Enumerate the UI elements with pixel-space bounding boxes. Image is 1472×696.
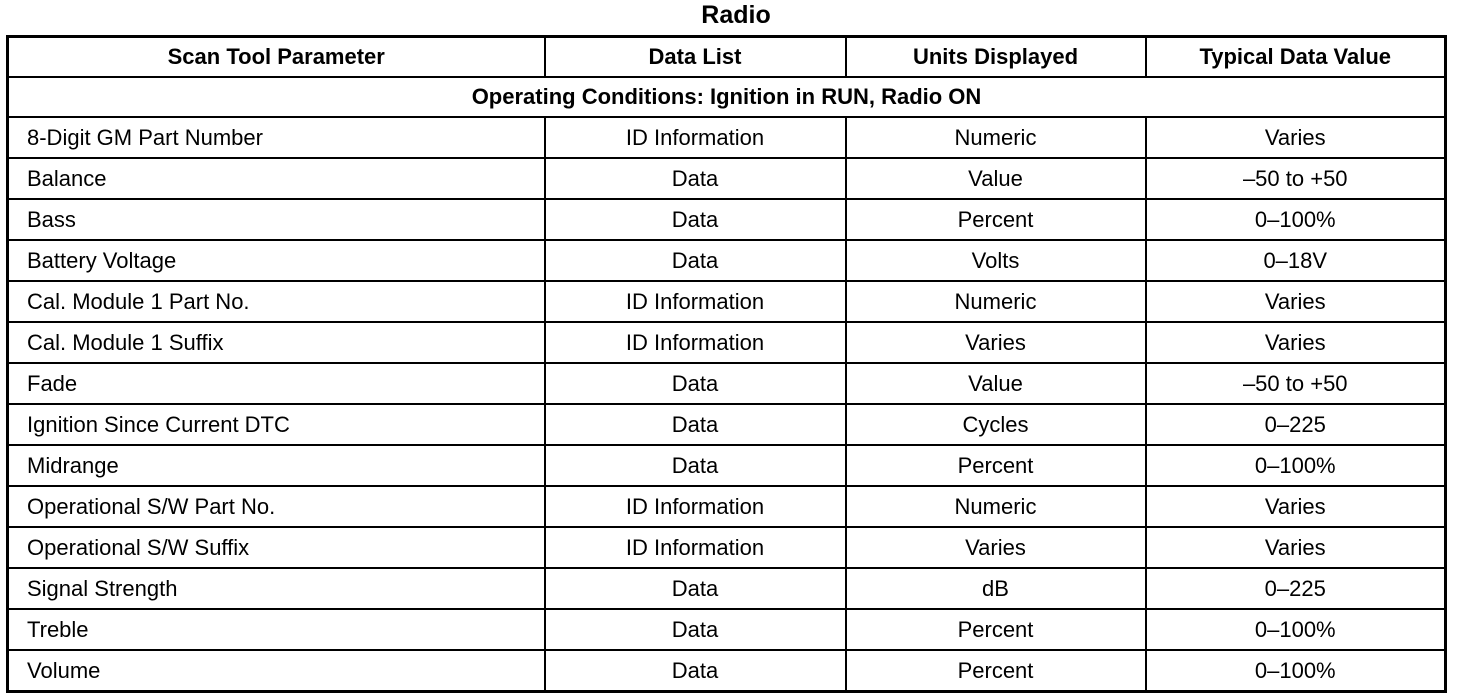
table-row xyxy=(8,281,1446,322)
units-cell: Numeric xyxy=(846,281,1146,322)
parameter-cell: Operational S/W Part No. xyxy=(8,486,545,527)
operating-conditions: Operating Conditions: Ignition in RUN, Radio ON xyxy=(8,77,1446,117)
table-row xyxy=(8,199,1446,240)
table-row xyxy=(8,117,1446,158)
table-row xyxy=(8,363,1446,404)
typical-value-cell: 0–100% xyxy=(1146,650,1446,692)
typical-value-cell: –50 to +50 xyxy=(1146,158,1446,199)
parameter-cell: Bass xyxy=(8,199,545,240)
units-cell: dB xyxy=(846,568,1146,609)
data-list-cell: ID Information xyxy=(545,527,846,568)
page-title: Radio xyxy=(701,1,771,29)
units-cell: Percent xyxy=(846,445,1146,486)
typical-value-cell: Varies xyxy=(1146,527,1446,568)
parameter-cell: Ignition Since Current DTC xyxy=(8,404,545,445)
typical-value-cell: 0–225 xyxy=(1146,568,1446,609)
data-list-cell: Data xyxy=(545,199,846,240)
data-list-cell: Data xyxy=(545,158,846,199)
table-row xyxy=(8,527,1446,568)
data-list-cell: Data xyxy=(545,445,846,486)
units-cell: Percent xyxy=(846,199,1146,240)
parameter-cell: Operational S/W Suffix xyxy=(8,527,545,568)
header-units-displayed: Units Displayed xyxy=(846,37,1146,78)
typical-value-cell: Varies xyxy=(1146,322,1446,363)
data-list-cell: ID Information xyxy=(545,281,846,322)
table-row xyxy=(8,609,1446,650)
parameter-cell: Fade xyxy=(8,363,545,404)
parameter-cell: Balance xyxy=(8,158,545,199)
data-list-cell: Data xyxy=(545,240,846,281)
typical-value-cell: 0–225 xyxy=(1146,404,1446,445)
table-row xyxy=(8,240,1446,281)
data-list-cell: Data xyxy=(545,650,846,692)
data-list-cell: ID Information xyxy=(545,117,846,158)
typical-value-cell: –50 to +50 xyxy=(1146,363,1446,404)
table-row xyxy=(8,568,1446,609)
units-cell: Varies xyxy=(846,322,1146,363)
units-cell: Value xyxy=(846,158,1146,199)
parameter-cell: Battery Voltage xyxy=(8,240,545,281)
units-cell: Varies xyxy=(846,527,1146,568)
data-list-cell: ID Information xyxy=(545,486,846,527)
parameter-cell: Cal. Module 1 Part No. xyxy=(8,281,545,322)
data-list-cell: Data xyxy=(545,609,846,650)
data-list-cell: ID Information xyxy=(545,322,846,363)
units-cell: Cycles xyxy=(846,404,1146,445)
typical-value-cell: Varies xyxy=(1146,117,1446,158)
header-typical-data-value: Typical Data Value xyxy=(1146,37,1446,78)
table-row xyxy=(8,404,1446,445)
units-cell: Volts xyxy=(846,240,1146,281)
parameter-cell: Midrange xyxy=(8,445,545,486)
units-cell: Numeric xyxy=(846,486,1146,527)
typical-value-cell: 0–18V xyxy=(1146,240,1446,281)
units-cell: Percent xyxy=(846,609,1146,650)
parameter-cell: 8-Digit GM Part Number xyxy=(8,117,545,158)
typical-value-cell: 0–100% xyxy=(1146,445,1446,486)
table-row xyxy=(8,650,1446,692)
header-data-list: Data List xyxy=(545,37,846,78)
table-row xyxy=(8,322,1446,363)
table-row xyxy=(8,486,1446,527)
units-cell: Numeric xyxy=(846,117,1146,158)
data-list-cell: Data xyxy=(545,404,846,445)
units-cell: Percent xyxy=(846,650,1146,692)
parameter-cell: Treble xyxy=(8,609,545,650)
scan-tool-parameter-table xyxy=(6,35,1447,693)
table-row xyxy=(8,445,1446,486)
typical-value-cell: 0–100% xyxy=(1146,609,1446,650)
operating-conditions-row xyxy=(8,77,1446,117)
header-row xyxy=(8,37,1446,78)
parameter-cell: Cal. Module 1 Suffix xyxy=(8,322,545,363)
typical-value-cell: Varies xyxy=(1146,486,1446,527)
units-cell: Value xyxy=(846,363,1146,404)
header-scan-tool-parameter: Scan Tool Parameter xyxy=(8,37,545,78)
typical-value-cell: Varies xyxy=(1146,281,1446,322)
data-list-cell: Data xyxy=(545,568,846,609)
parameter-cell: Signal Strength xyxy=(8,568,545,609)
parameter-cell: Volume xyxy=(8,650,545,692)
typical-value-cell: 0–100% xyxy=(1146,199,1446,240)
table-row xyxy=(8,158,1446,199)
data-list-cell: Data xyxy=(545,363,846,404)
